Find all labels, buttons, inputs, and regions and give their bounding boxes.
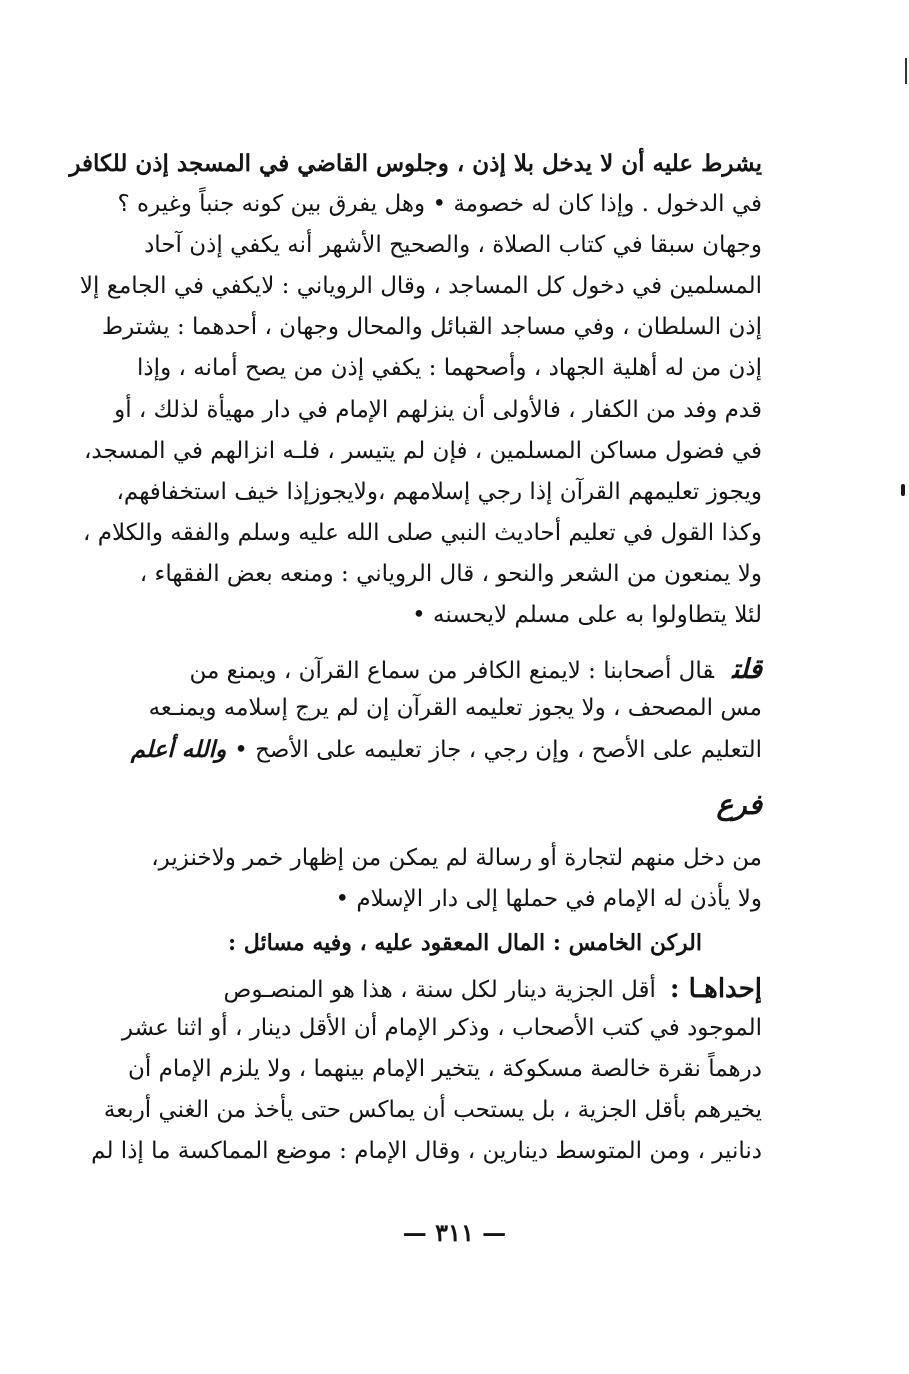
section-heading [150, 788, 762, 821]
text-line: في فضول مساكن المسلمين ، فإن لم يتيسر ، فلـه انزالهم في المسجد، [83, 437, 762, 464]
section-heading-text: فرع [716, 788, 762, 821]
text-line: ولا يأذن له الإمام في حملها إلى دار الإسلام • [335, 886, 762, 913]
text-line: يخيرهم بأقل الجزية ، بل يستحب أن يماكس حتى يأخذ من الغني أربعة [103, 1097, 762, 1124]
text-line: درهماً نقرة خالصة مسكوكة ، يتخير الإمام بينهما ، ولا يلزم الإمام أن [128, 1056, 762, 1083]
text-line [150, 974, 762, 1015]
text-line: إذن من له أهلية الجهاد ، وأصحهما : يكفي إذن من يصح أمانه ، وإذا [137, 355, 762, 382]
text-line-content: أقل الجزية دينار لكل سنة ، هذا هو المنصـوص [223, 977, 656, 1003]
text-line: المسلمين في دخول كل المساجد ، وقال الروياني : لايكفي في الجامع إلا [79, 273, 762, 300]
paragraph-1 [69, 150, 762, 643]
paragraph-4 [91, 974, 762, 1179]
text-line: ويجوز تعليمهم القرآن إذا رجي إسلامهم ،ولايجوزإذا خيف استخفافهم، [116, 478, 762, 505]
text-line: في الدخول . وإذا كان له خصومة • وهل يفرق بين كونه جنباً وغيره ؟ [117, 191, 762, 218]
text-line: وكذا القول في تعليم أحاديث النبي صلى الله عليه وسلم والفقه والكلام ، [83, 519, 762, 546]
pillar-heading [150, 930, 762, 956]
page-number: — ٣١١ — [402, 1218, 507, 1247]
ihdaha-lead-word: إحداهـا : [669, 974, 762, 1004]
text-line: قدم وفد من الكفار ، فالأولى أن ينزلهم الإمام في دار مهيأة لذلك ، أو [114, 396, 762, 423]
qult-lead-word: قلت [732, 654, 762, 685]
text-line [150, 654, 762, 695]
text-line: دنانير ، ومن المتوسط دينارين ، وقال الإمام : موضع المماكسة ما إذا لم [91, 1138, 762, 1165]
text-line-content: قال أصحابنا : لايمنع الكافر من سماع القرآن ، ويمنع من [189, 658, 714, 684]
text-line: الموجود في كتب الأصحاب ، وذكر الإمام أن الأقل دينار ، أو اثنا عشر [121, 1015, 762, 1042]
text-line: إذن السلطان ، وفي مساجد القبائل والمحال وجهان ، أحدهما : يشترط [101, 314, 762, 341]
paragraph-2 [130, 654, 762, 777]
text-line-content: التعليم على الأصح ، وإن رجي ، جاز تعليمه على الأصح • [234, 737, 762, 764]
scan-margin-mark [901, 484, 905, 496]
text-line: مس المصحف ، ولا يجوز تعليمه القرآن إن لم يرج إسلامه ويمنـعه [148, 695, 762, 722]
text-line: من دخل منهم لتجارة أو رسالة لم يمكن من إظهار خمر ولاخنزير، [151, 845, 762, 871]
text-line: يشرط عليه أن لا يدخل بلا إذن ، وجلوس القاضي في المسجد إذن للكافر [69, 150, 762, 177]
scan-edge-mark [905, 58, 907, 84]
text-line: وجهان سبقا في كتاب الصلاة ، والصحيح الأشهر أنه يكفي إذن آحاد [144, 232, 762, 259]
pillar-heading-text: الركن الخامس : المال المعقود عليه ، وفيه مسائل : [228, 930, 702, 956]
text-line: ولا يمنعون من الشعر والنحو ، قال الروياني : ومنعه بعض الفقهاء ، [139, 560, 762, 587]
paragraph-3 [150, 845, 762, 927]
text-line: لئلا يتطاولوا به على مسلم لايحسنه • [412, 602, 762, 629]
closing-phrase: والله أعلم [130, 736, 227, 764]
text-line [130, 736, 762, 777]
